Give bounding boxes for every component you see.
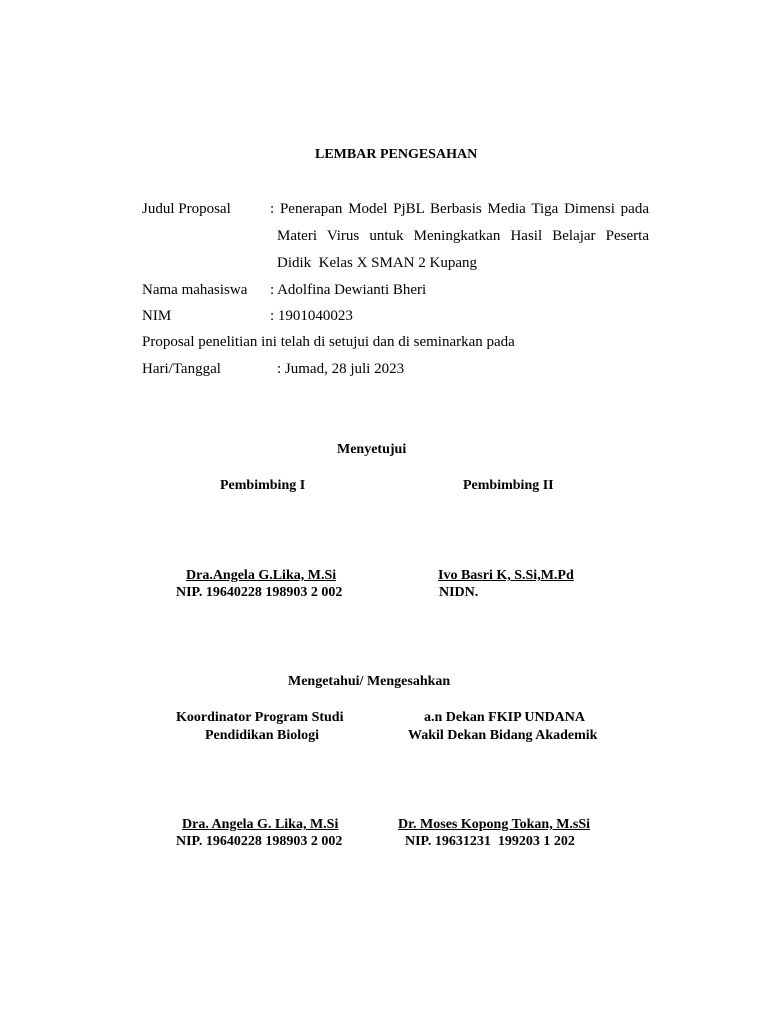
pembimbing1-name: Dra.Angela G.Lika, M.Si — [186, 568, 337, 583]
nim-label: NIM — [142, 308, 172, 324]
left-signatory-name: Dra. Angela G. Lika, M.Si — [182, 817, 339, 832]
pembimbing2-name: Ivo Basri K, S.Si,M.Pd — [438, 568, 574, 583]
page-title: LEMBAR PENGESAHAN — [315, 147, 478, 162]
endorsement-heading: Mengetahui/ Mengesahkan — [288, 674, 451, 689]
right-role-line1: a.n Dekan FKIP UNDANA — [424, 710, 586, 725]
left-role-line1: Koordinator Program Studi — [176, 710, 344, 725]
judul-value-line2: Materi Virus untuk Meningkatkan Hasil Belajar Peserta — [277, 228, 649, 244]
nama-label: Nama mahasiswa — [142, 282, 248, 298]
pembimbing1-title: Pembimbing I — [220, 478, 306, 493]
judul-value-line3: Didik Kelas X SMAN 2 Kupang — [277, 255, 477, 271]
left-signatory-id: NIP. 19640228 198903 2 002 — [176, 834, 343, 849]
judul-value-line1: : Penerapan Model PjBL Berbasis Media Tiga Dimensi pada — [270, 201, 649, 217]
right-signatory-name: Dr. Moses Kopong Tokan, M.sSi — [398, 817, 591, 832]
nama-value: : Adolfina Dewianti Bheri — [270, 282, 427, 298]
pembimbing2-id: NIDN. — [439, 585, 479, 600]
judul-label: Judul Proposal — [142, 201, 231, 217]
hari-value: : Jumad, 28 juli 2023 — [277, 361, 405, 377]
pembimbing1-id: NIP. 19640228 198903 2 002 — [176, 585, 343, 600]
left-role-line2: Pendidikan Biologi — [205, 728, 319, 743]
right-signatory-id: NIP. 19631231 199203 1 202 — [405, 834, 575, 849]
pembimbing2-title: Pembimbing II — [463, 478, 554, 493]
nim-value: : 1901040023 — [270, 308, 353, 324]
hari-label: Hari/Tanggal — [142, 361, 221, 377]
approval-heading: Menyetujui — [337, 442, 407, 457]
right-role-line2: Wakil Dekan Bidang Akademik — [408, 728, 598, 743]
statement-text: Proposal penelitian ini telah di setujui dan di seminarkan pada — [142, 334, 515, 350]
